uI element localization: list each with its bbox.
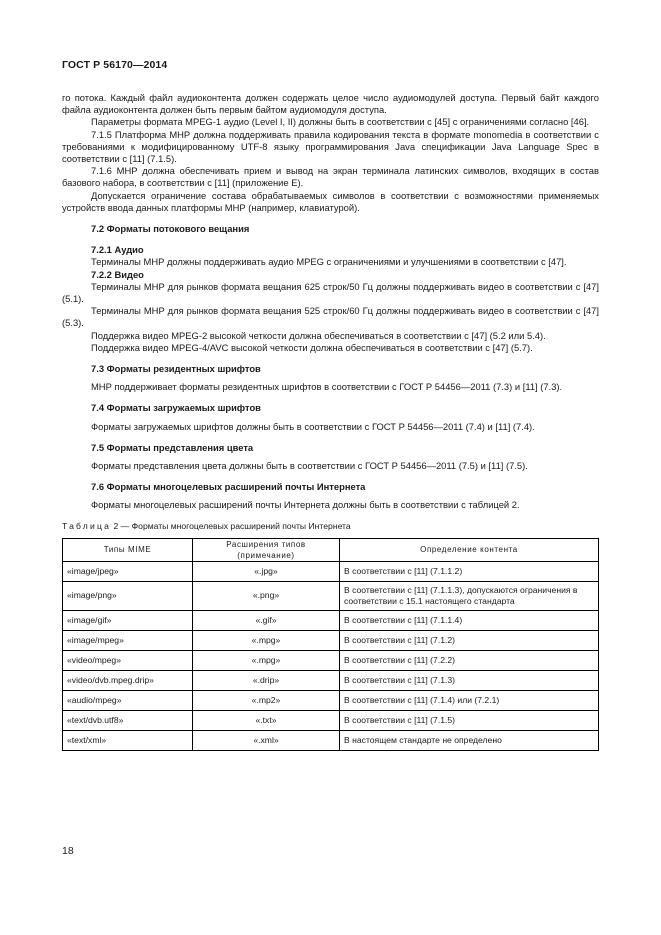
extension-cell: «.xml» <box>193 730 340 750</box>
page-body <box>62 92 599 751</box>
table-row <box>63 710 599 730</box>
paragraph: Поддержка видео MPEG-2 высокой четкости должна обеспечиваться в соответствии с [47] (5.2 или 5.4). <box>91 329 546 341</box>
definition-cell: В соответствии с [11] (7.1.1.4) <box>340 610 599 630</box>
table-row <box>63 581 599 610</box>
extension-cell: «.mp2» <box>193 690 340 710</box>
mime-type-cell: «text/xml» <box>63 730 193 750</box>
paragraph: 7.1.6 МНР должна обеспечивать прием и вывод на экран терминала латинских символов, входящих в состав базового набора, в соответствии с [11] (приложение Е). <box>62 165 599 189</box>
extension-cell: «.txt» <box>193 710 340 730</box>
subsection-heading: 7.2.1 Аудио <box>91 244 144 256</box>
table-row <box>63 650 599 670</box>
section-heading: 7.5 Форматы представления цвета <box>91 441 254 453</box>
paragraph: Форматы многоцелевых расширений почты Интернета должны быть в соответствии с таблицей 2. <box>91 499 520 511</box>
section-heading: 7.3 Форматы резидентных шрифтов <box>91 363 261 375</box>
definition-cell: В соответствии с [11] (7.1.1.3), допускаются ограничения в соответствии с 15.1 настоящего стандарта <box>340 581 599 610</box>
paragraph: Терминалы МНР для рынков формата вещания 625 строк/50 Гц должны поддерживать видео в соответствии с [47] (5.1). <box>62 280 599 305</box>
mime-type-cell: «video/mpeg» <box>63 650 193 670</box>
section-heading: 7.6 Форматы многоцелевых расширений почты Интернета <box>91 481 366 493</box>
table-caption <box>62 520 599 532</box>
mime-type-cell: «image/png» <box>63 581 193 610</box>
definition-cell: В соответствии с [11] (7.1.1.2) <box>340 561 599 581</box>
mime-type-cell: «image/jpeg» <box>63 561 193 581</box>
section-heading: 7.2 Форматы потокового вещания <box>91 223 250 235</box>
column-header: Определение контента <box>340 538 599 561</box>
mime-type-cell: «video/dvb.mpeg.drip» <box>63 670 193 690</box>
table-row <box>63 561 599 581</box>
definition-cell: В соответствии с [11] (7.1.2) <box>340 630 599 650</box>
table-row <box>63 630 599 650</box>
table-row <box>63 610 599 630</box>
section-heading: 7.4 Форматы загружаемых шрифтов <box>91 402 261 414</box>
extension-cell: «.png» <box>193 581 340 610</box>
extension-cell: «.drip» <box>193 670 340 690</box>
column-header: Расширения типов (примечание) <box>193 538 340 561</box>
mime-type-cell: «audio/mpeg» <box>63 690 193 710</box>
extension-cell: «.gif» <box>193 610 340 630</box>
paragraph: 7.1.5 Платформа МНР должна поддерживать правила кодирования текста в формате monomedia в соответствии с требованиями к модифицированному UTF-8 языку программирования Java спецификации Java Language Spec в соответствии с [11] (7.1.5). <box>62 128 599 165</box>
table-header-row <box>63 538 599 561</box>
paragraph: Параметры формата MPEG-1 аудио (Level I, II) должны быть в соответствии с [45] с ограничениями согласно [46]. <box>91 116 590 128</box>
table-caption-label: Таблица <box>62 520 112 531</box>
definition-cell: В соответствии с [11] (7.1.3) <box>340 670 599 690</box>
extension-cell: «.jpg» <box>193 561 340 581</box>
extension-cell: «.mpg» <box>193 650 340 670</box>
extension-cell: «.mpg» <box>193 630 340 650</box>
definition-cell: В соответствии с [11] (7.1.5) <box>340 710 599 730</box>
page-number: 18 <box>62 845 74 857</box>
paragraph: го потока. Каждый файл аудиоконтента должен содержать целое число аудиомодулей доступа. Первый байт каждого файла аудиоконтента должен быть первым байтом аудиомодуля доступа. <box>62 92 599 116</box>
paragraph: МНР поддерживает форматы резидентных шрифтов в соответствии с ГОСТ Р 54456—2011 (7.3) и [11] (7.3). <box>91 381 563 393</box>
definition-cell: В настоящем стандарте не определено <box>340 730 599 750</box>
definition-cell: В соответствии с [11] (7.1.4) или (7.2.1) <box>340 690 599 710</box>
table-row <box>63 690 599 710</box>
mime-type-cell: «text/dvb.utf8» <box>63 710 193 730</box>
column-header: Типы MIME <box>63 538 193 561</box>
paragraph: Допускается ограничение состава обрабатываемых символов в соответствии с возможностями применяемых устройств ввода данных платформы МНР (например, клавиатурой). <box>62 189 599 213</box>
paragraph: Форматы представления цвета должны быть в соответствии с ГОСТ Р 54456—2011 (7.5) и [11] (7.5). <box>91 460 528 472</box>
table-row <box>63 670 599 690</box>
paragraph: Поддержка видео MPEG-4/AVC высокой четкости должна обеспечиваться в соответствии с [47] (5.7). <box>91 341 533 353</box>
paragraph: Терминалы МНР должны поддерживать аудио MPEG с ограничениями и улучшениями в соответствии с [47]. <box>91 256 567 268</box>
document-header: ГОСТ Р 56170—2014 <box>62 59 168 71</box>
definition-cell: В соответствии с [11] (7.2.2) <box>340 650 599 670</box>
table-caption-text: 2 — Форматы многоцелевых расширений почты Интернета <box>111 520 351 531</box>
mime-type-cell: «image/mpeg» <box>63 630 193 650</box>
paragraph: Терминалы МНР для рынков формата вещания 525 строк/60 Гц должны поддерживать видео в соответствии с [47] (5.3). <box>62 305 599 329</box>
paragraph: Форматы загружаемых шрифтов должны быть в соответствии с ГОСТ Р 54456—2011 (7.4) и [11] (7.4). <box>91 420 535 432</box>
mime-formats-table <box>62 538 599 751</box>
mime-type-cell: «image/gif» <box>63 610 193 630</box>
table-row <box>63 730 599 750</box>
subsection-heading: 7.2.2 Видео <box>91 268 144 280</box>
